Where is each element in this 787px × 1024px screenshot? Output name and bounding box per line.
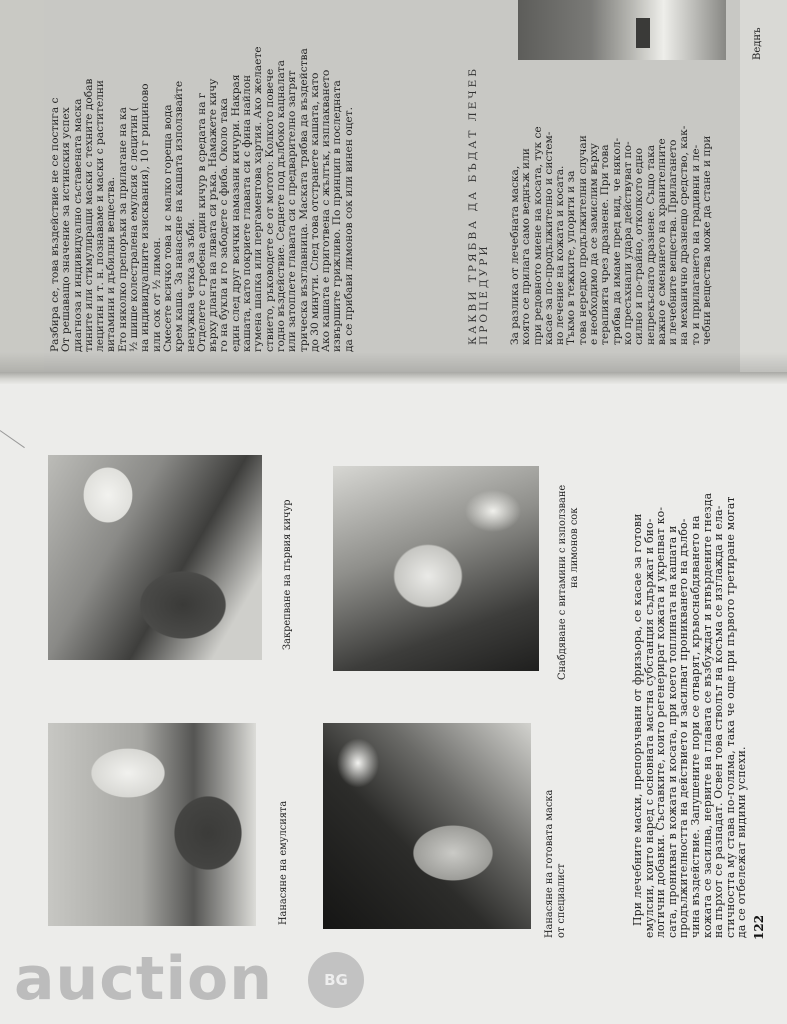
text-line: Тъкмо в тежките, упорити и за (565, 170, 578, 345)
text-line: стичността му става по-голяма, така че още при първото третиране могат (723, 496, 737, 938)
text-line: кашата, като покриете главата си с фина найлон (241, 74, 254, 352)
book-fold (0, 372, 787, 384)
caption-line: Закрепване на първия кичур (282, 499, 293, 650)
watermark-text: auction (14, 944, 273, 1014)
text-line: емулсии, които наред с основната мастна субстанция съдържат и био- (642, 518, 656, 938)
text-line: ко пресъхнали удара действуват по- (621, 141, 634, 345)
text-line: лецитин и т. н. познаваме и маски с растителни (94, 80, 107, 352)
text-line: или затоплете главата си с предварително загрят (286, 70, 299, 352)
caption-photo-2 (557, 485, 581, 680)
text-line: до 30 минути. След това отстранете кашата, като (308, 72, 321, 352)
caption-photo-3 (278, 801, 290, 925)
text-line: чина въздействие. Запушените пори се отварят, кръвоснабдяването на (688, 515, 702, 938)
page-number: 122 (752, 914, 766, 940)
text-line: Ако кашата е приготвена с жълтък, изплакването (320, 69, 333, 352)
text-line: важно е сменянето на хранителните (655, 138, 668, 345)
text-line: е необходимо да се замислим върху (588, 143, 601, 345)
photo-applying-mask-by-specialist (323, 723, 531, 929)
text-line: трическа възглавница. Маската трябва да въздейства (297, 48, 310, 352)
text-line: непрекъснато дразнене. Също така (644, 144, 657, 345)
section-heading (468, 66, 491, 345)
text-line: трябва да имаме пред вид, че някол- (610, 137, 623, 345)
text-line: на пърхот се разпадат. Освен това стволът на косъма се изглажда и ела- (712, 505, 726, 938)
text-line: терапията чрез дразнене. При това (599, 144, 612, 345)
upper-page (0, 0, 787, 372)
text-line: на индивидуалните изисквания), 10 г рициново (139, 83, 152, 352)
lower-page-body-text (632, 493, 748, 938)
text-line: От решаващо значение за истинския успех (60, 107, 73, 352)
text-line: това нередко продължителни случаи (576, 135, 589, 345)
text-line: За разлика от лечебната маска, (509, 165, 521, 345)
text-line: го на букла и го забодете с фиба. Около така (218, 98, 231, 352)
text-line: диагноза и индивидуално съставената маска (71, 98, 84, 352)
text-line: ствието, ръководете се от мотото: Колкото повече (263, 68, 276, 352)
text-line: Ето няколко препоръки за прилагане на ка (116, 107, 129, 352)
text-line: силно и по-трайно, отколкото едно (633, 148, 646, 345)
text-line: Разбира се, това въздействие не се постига с (49, 97, 61, 352)
caption-line: Снабдяване с витамини с използване (557, 484, 568, 680)
text-line: годно въздействие. Седнете под дълбоко кацналата (274, 60, 287, 352)
upper-page-right-strip (740, 0, 787, 372)
text-line: или сок от ½ лимон. (150, 237, 163, 352)
right-strip-text: Веднъ (752, 27, 763, 60)
text-line: касае за по-продължително и систем- (542, 131, 555, 345)
photo-applying-emulsion (48, 723, 256, 926)
text-line: да се прибави лимонов сок или винен оцет. (342, 107, 355, 352)
caption-line: Нанасяне на готовата маска (544, 789, 555, 938)
text-line: гумена шапка или пергаментова хартия. Ако желаете (252, 46, 265, 352)
section-heading-line: ПРОЦЕДУРИ (478, 243, 491, 345)
text-line: витамини и дъбилни вещества. (105, 176, 118, 352)
text-line: крем каша. За нанасяне на кашата използвайте (173, 80, 186, 352)
text-line: кожата се засилва, нервите на главата се възбуждат и втвърдените гнезда (700, 492, 714, 938)
text-line: ненужна четка за зъби. (184, 218, 197, 352)
text-line: чебни вещества може да стане и при (701, 135, 714, 345)
upper-page-margin (0, 0, 44, 372)
photo-lemon-juice-vitamins (333, 466, 539, 671)
caption-photo-4 (544, 790, 568, 938)
caption-line: на лимонов сок (569, 507, 580, 588)
text-line: извършите грижливо. По принцип в последната (331, 80, 344, 352)
text-line: която се прилага само веднъж или (520, 148, 533, 345)
text-line: на механично дразнещо средство, как- (678, 125, 691, 345)
photo-securing-first-strand (48, 455, 262, 660)
text-line: Отделете с гребена един кичур в средата на г (195, 92, 208, 352)
caption-photo-1 (282, 500, 294, 651)
text-line: но лечение на кожата и косата. (554, 165, 567, 345)
text-line: логични добавки. Съставките, които регенерират кожата и укрепват ко- (654, 506, 668, 938)
text-line: сата, проникват в кожата и косата, при което топлината на кашата и (665, 525, 679, 938)
caption-line: от специалист (556, 863, 567, 938)
text-line: един след друг всички намазани кичури. Накрая (229, 74, 242, 352)
caption-line: Нанасяне на емулсията (278, 800, 289, 925)
upper-page-body-text (50, 0, 380, 352)
text-line: Смесете всичко това и с малко гореща вода (161, 104, 174, 352)
text-line: върху дланта на лявата си ръка. Намажете кичу (207, 78, 220, 352)
section-heading-line: КАКВИ ТРЯБВА ДА БЪДАТ ЛЕЧЕБ (467, 65, 479, 345)
upper-page-photo (518, 0, 726, 60)
text-line: При лечебните маски, препоръчвани от фризьора, се касае за готови (631, 513, 644, 926)
text-line: то и прилагането на градивни и ле- (689, 144, 702, 345)
text-line: да се отбележат видими успехи. (735, 746, 749, 938)
text-line: ½ шише колестралена емулсия с лецитин ( (128, 107, 141, 352)
text-line: при редовното миене на косата, тук се (531, 126, 544, 345)
text-line: и лечебните вещества. Прилагането (667, 139, 680, 345)
text-line: тините или стимулиращи маски с техните добав (82, 78, 95, 352)
section-body-text (510, 126, 713, 345)
text-line: продължителността на действието и засилват проникването на дълбо- (677, 518, 691, 938)
watermark-badge: BG (308, 952, 364, 1008)
